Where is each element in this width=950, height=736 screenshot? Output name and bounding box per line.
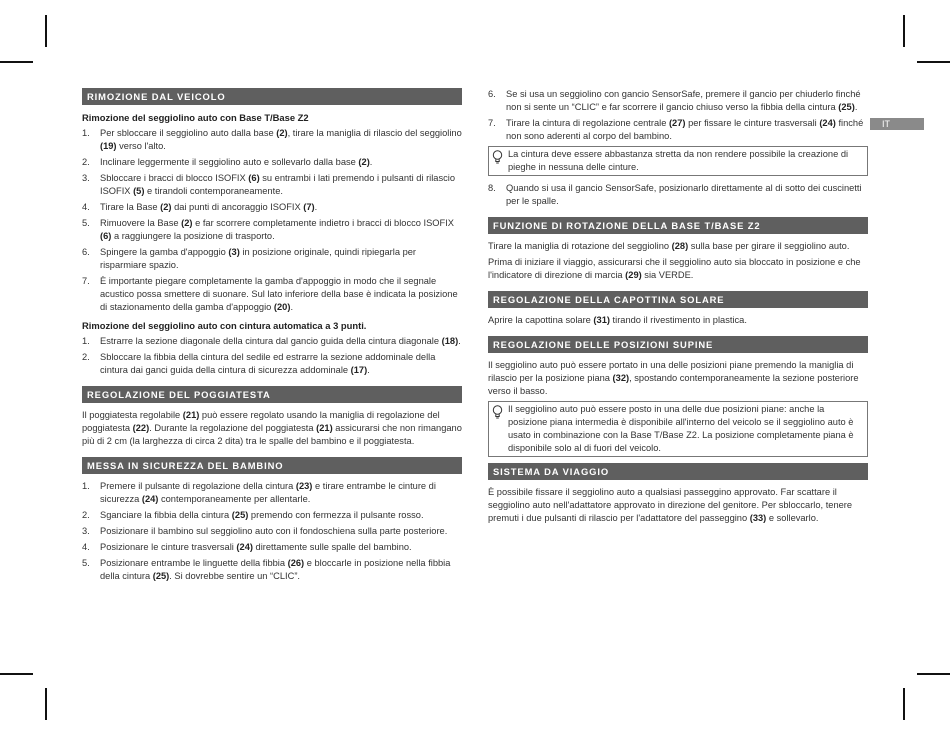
list-item: 5. Posizionare entrambe le linguette della fibbia (26) e bloccarle in posizione nella fibbia della cintura (25). Si dovrebbe sentire un “CLIC”. <box>82 558 451 581</box>
right-column <box>488 88 868 528</box>
crop-mark-bl-h <box>0 673 33 675</box>
crop-mark-bl-v <box>45 688 47 720</box>
crop-mark-tl-v <box>45 15 47 47</box>
section-header-posizioni-supine: REGOLAZIONE DELLE POSIZIONI SUPINE <box>488 336 868 353</box>
section-header-rimozione: RIMOZIONE DAL VEICOLO <box>82 88 462 105</box>
subheading-base: Rimozione del seggiolino auto con Base T/Base Z2 <box>82 112 309 123</box>
list-item: 4. Posizionare le cinture trasversali (24) direttamente sulle spalle del bambino. <box>82 542 412 552</box>
section-header-rotazione: FUNZIONE DI ROTAZIONE DELLA BASE T/BASE Z2 <box>488 217 868 234</box>
list-item: 2. Inclinare leggermente il seggiolino auto e sollevarlo dalla base (2). <box>82 157 373 167</box>
list-item: 1. Estrarre la sezione diagonale della cintura dal gancio guida della cintura diagonale (18). <box>82 336 461 346</box>
crop-mark-br-v <box>903 688 905 720</box>
crop-mark-br-h <box>917 673 950 675</box>
section-header-sistema-viaggio: SISTEMA DA VIAGGIO <box>488 463 868 480</box>
crop-mark-tl-h <box>0 61 33 63</box>
paragraph-rotazione-2: Prima di iniziare il viaggio, assicurarsi che il seggiolino auto sia bloccato in posizione e che l'indicatore di direzione di marcia (29) sia VERDE. <box>488 257 861 280</box>
section-header-messa-in-sicurezza: MESSA IN SICUREZZA DEL BAMBINO <box>82 457 462 474</box>
list-item: 4. Tirare la Base (2) dai punti di ancoraggio ISOFIX (7). <box>82 202 318 212</box>
paragraph-capottina: Aprire la capottina solare (31) tirando il rivestimento in plastica. <box>488 315 747 325</box>
list-item: 2. Sbloccare la fibbia della cintura del sedile ed estrarre la sezione addominale della cintura dai ganci guida della cintura di sicurezza addominale (17). <box>82 352 436 375</box>
list-item: 8. Quando si usa il gancio SensorSafe, posizionarlo direttamente al di sotto dei cuscinetti per le spalle. <box>488 183 862 206</box>
list-item: 1. Per sbloccare il seggiolino auto dalla base (2), tirare la maniglia di rilascio del seggiolino (19) verso l'alto. <box>82 128 462 151</box>
list-item: 7. È importante piegare completamente la gamba d'appoggio in modo che il segnale acustico possa smettere di suonare. Sul lato inferiore della base è indicata la posizione di stazionamento della gamba d'appoggio (20). <box>82 276 458 312</box>
language-tab: IT <box>870 118 924 130</box>
list-item: 6. Se si usa un seggiolino con gancio SensorSafe, premere il gancio per chiuderlo finché non si sente un “CLIC” e far scorrere il gancio chiuso verso la fibbia della cintura (25). <box>488 89 861 112</box>
left-column <box>82 88 462 586</box>
crop-mark-tr-v <box>903 15 905 47</box>
paragraph-poggiatesta: Il poggiatesta regolabile (21) può essere regolato usando la maniglia di regolazione del poggiatesta (22). Durante la regolazione del poggiatesta (21) assicurarsi che non rimangano più di 2 cm (la larghezza di circa 2 dita) tra le spalle del bambino e il poggiatesta. <box>82 410 462 446</box>
list-item: 3. Posizionare il bambino sul seggiolino auto con il fondoschiena sulla parte posteriore. <box>82 526 448 536</box>
subheading-belt: Rimozione del seggiolino auto con cintura automatica a 3 punti. <box>82 320 367 331</box>
crop-mark-tr-h <box>917 61 950 63</box>
paragraph-posizioni-supine: Il seggiolino auto può essere portato in una delle posizioni piane premendo la maniglia di rilascio per la posizione piana (32), spostando contemporaneamente la sezione posteriore verso il basso. <box>488 360 859 396</box>
section-header-capottina: REGOLAZIONE DELLA CAPOTTINA SOLARE <box>488 291 868 308</box>
list-item: 2. Sganciare la fibbia della cintura (25) premendo con fermezza il pulsante rosso. <box>82 510 424 520</box>
list-item: 3. Sbloccare i bracci di blocco ISOFIX (6) su entrambi i lati premendo i pulsanti di rilascio ISOFIX (5) e tirandoli contemporaneamente. <box>82 173 455 196</box>
list-item: 5. Rimuovere la Base (2) e far scorrere completamente indietro i bracci di blocco ISOFIX (6) a raggiungere la posizione di trasporto. <box>82 218 454 241</box>
list-item: 7. Tirare la cintura di regolazione centrale (27) per fissare le cinture trasversali (24) finché non sono aderenti al corpo del bambino. <box>488 118 864 141</box>
paragraph-sistema-viaggio: È possibile fissare il seggiolino auto a qualsiasi passeggino approvato. Far scattare il seggiolino auto nell'adattatore approvato in direzione del genitore. Per sbloccarlo, tenere premuti i due pulsanti di rilascio per l'adattatore del passeggino (33) e sollevarlo. <box>488 487 853 523</box>
lightbulb-icon <box>492 150 503 164</box>
section-header-poggiatesta: REGOLAZIONE DEL POGGIATESTA <box>82 386 462 403</box>
list-item: 6. Spingere la gamba d'appoggio (3) in posizione originale, quindi ripiegarla per risparmiare spazio. <box>82 247 417 270</box>
note-box-belt: La cintura deve essere abbastanza stretta da non rendere possibile la creazione di pieghe in nessuna delle cinture. <box>488 146 868 176</box>
list-item: 1. Premere il pulsante di regolazione della cintura (23) e tirare entrambe le cinture di sicurezza (24) contemporaneamente per allentarle. <box>82 481 436 504</box>
note-box-positions: Il seggiolino auto può essere posto in una delle due posizioni piane: anche la posizione piana intermedia è disponibile all'interno del veicolo se il seggiolino auto è usato in combinazione con la Base T/Base Z2. La posizione completamente piana è disponibile solo al di fuori del veicolo. <box>488 401 868 457</box>
lightbulb-icon <box>492 405 503 419</box>
paragraph-rotazione-1: Tirare la maniglia di rotazione del seggiolino (28) sulla base per girare il seggiolino auto. <box>488 241 850 251</box>
